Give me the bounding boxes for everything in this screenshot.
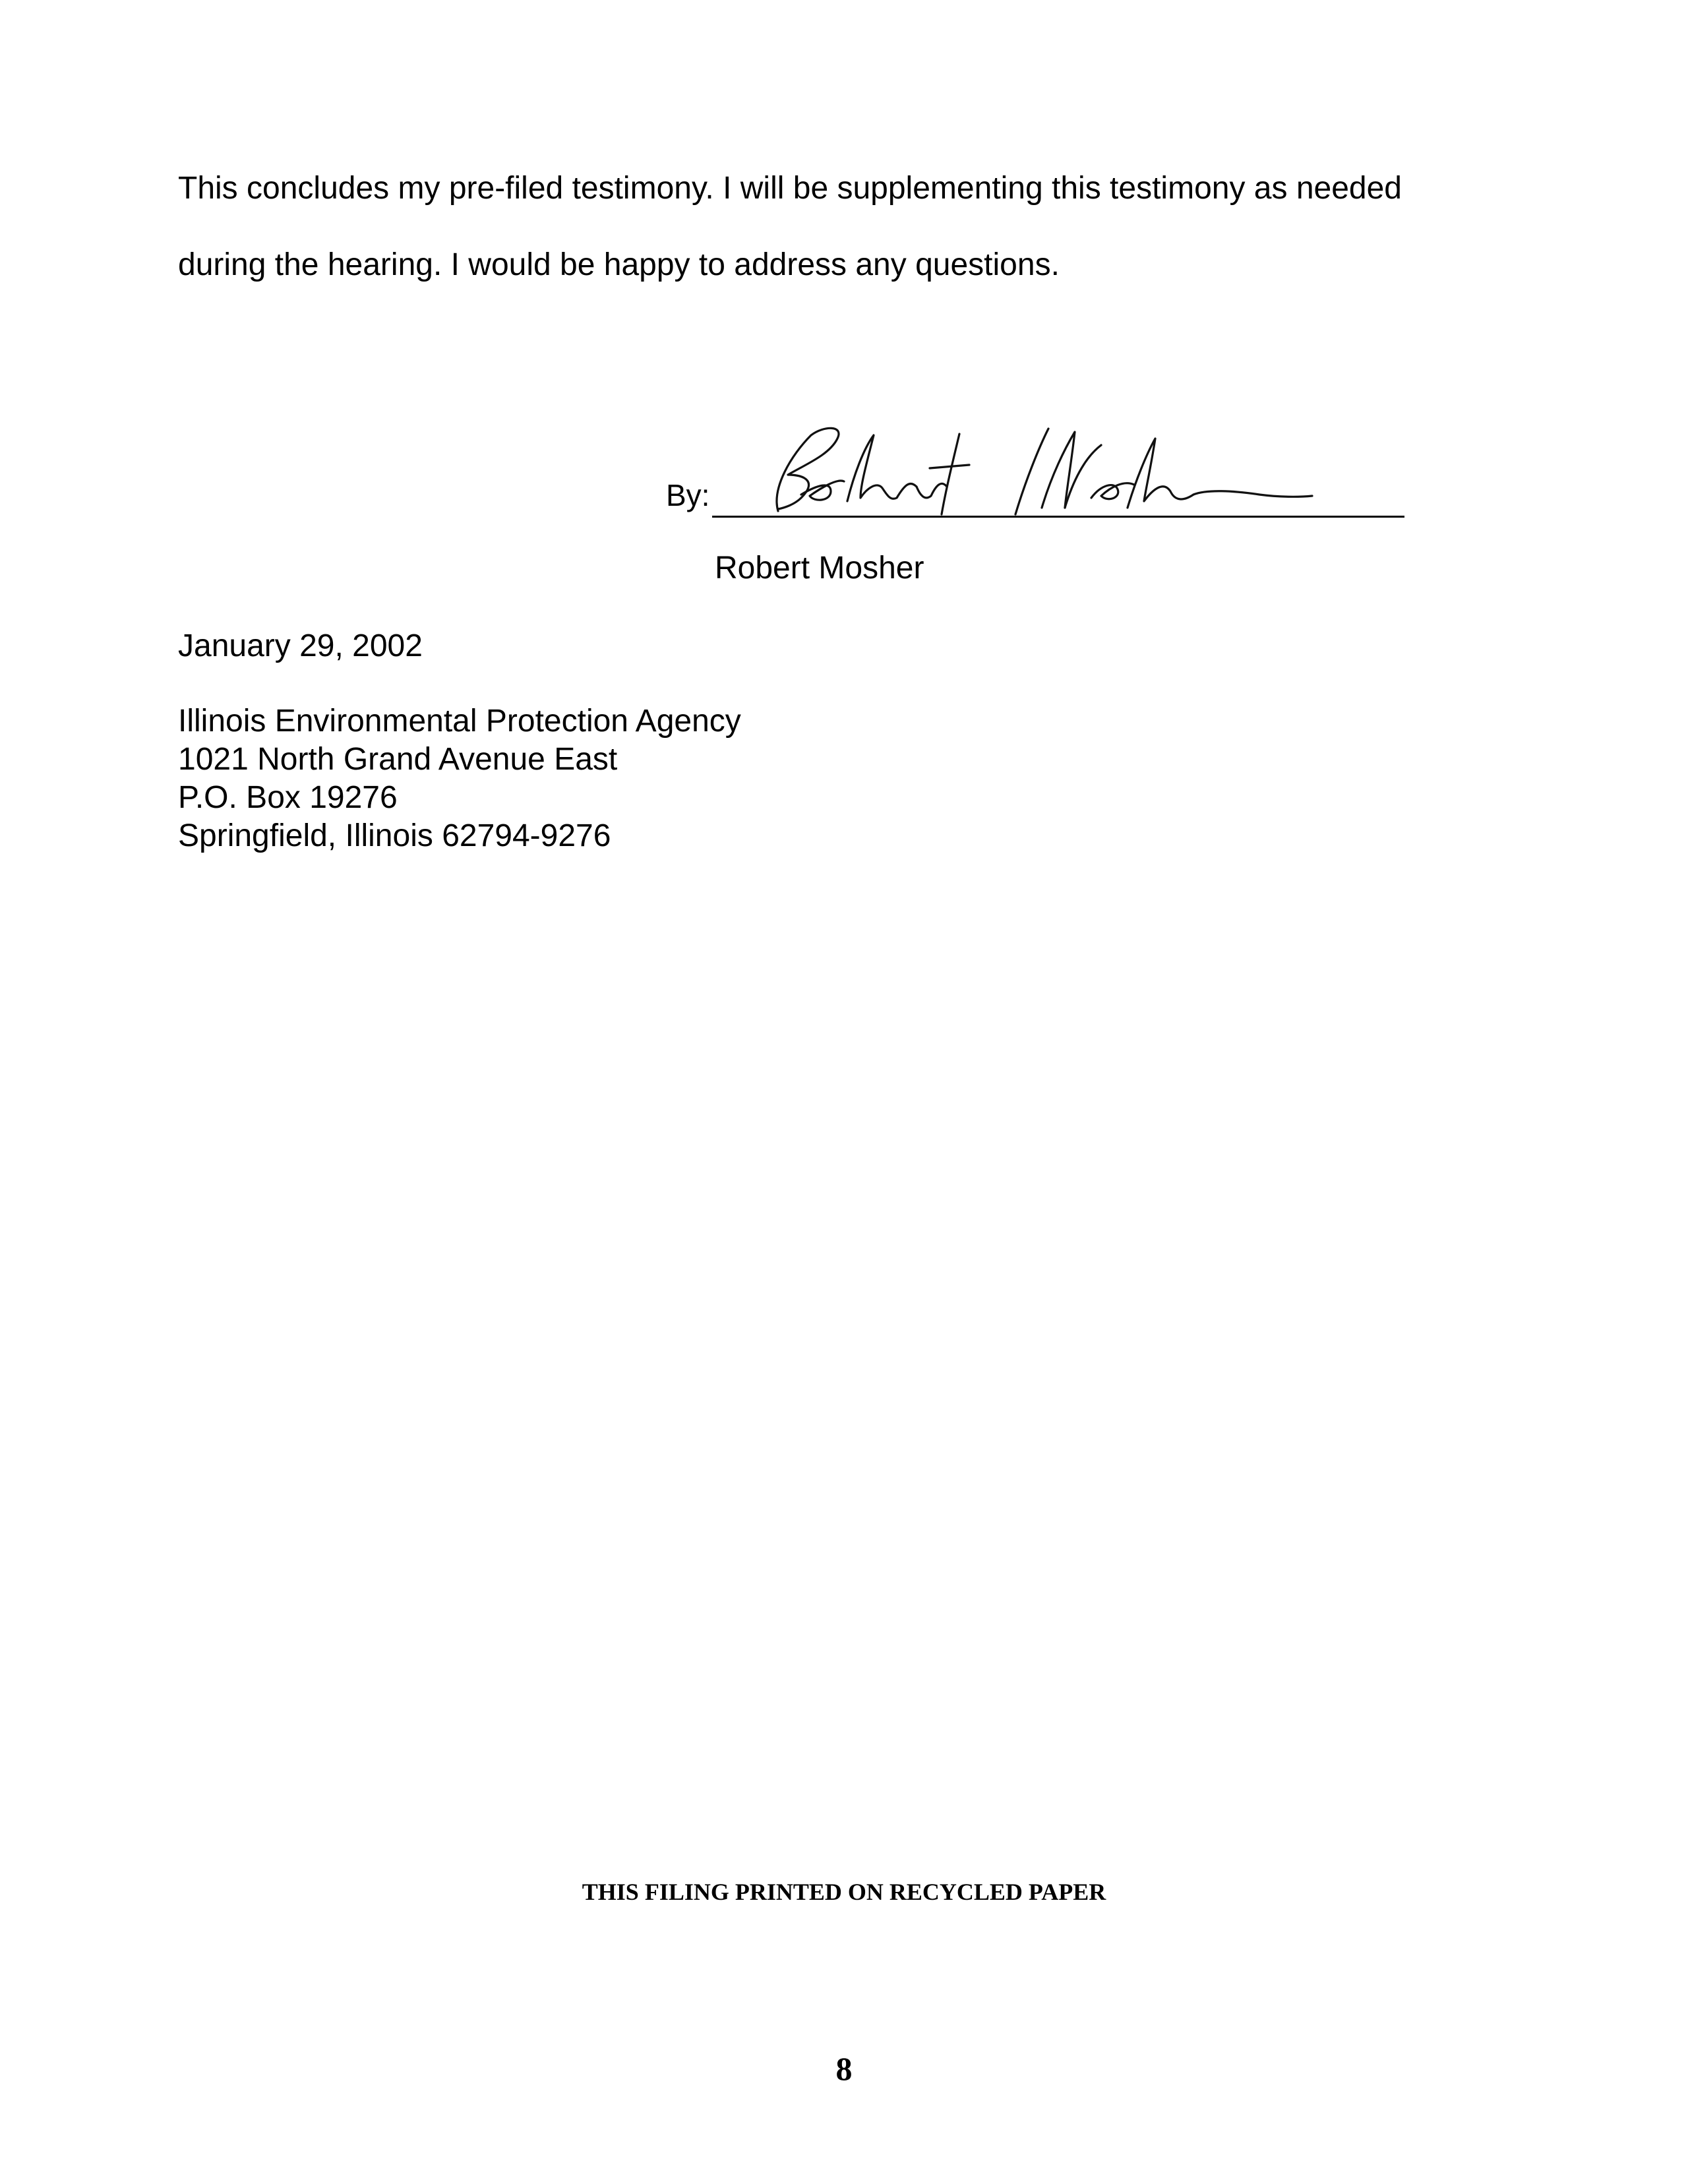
body-paragraph-line-1: This concludes my pre-filed testimony. I will be supplementing this testimony as needed	[178, 171, 1402, 206]
recycled-paper-note: THIS FILING PRINTED ON RECYCLED PAPER	[582, 1879, 1106, 1905]
address-line-4: Springfield, Illinois 62794-9276	[178, 818, 611, 853]
document-date: January 29, 2002	[178, 628, 423, 663]
address-line-3: P.O. Box 19276	[178, 780, 398, 815]
signature-block	[666, 409, 1418, 528]
handwritten-signature	[732, 409, 1325, 528]
body-paragraph-line-2: during the hearing. I would be happy to address any questions.	[178, 247, 1060, 282]
address-line-1: Illinois Environmental Protection Agency	[178, 704, 741, 739]
page-number: 8	[835, 2050, 853, 2087]
signer-name: Robert Mosher	[715, 551, 924, 586]
address-line-2: 1021 North Grand Avenue East	[178, 742, 618, 777]
by-label: By:	[666, 478, 710, 512]
